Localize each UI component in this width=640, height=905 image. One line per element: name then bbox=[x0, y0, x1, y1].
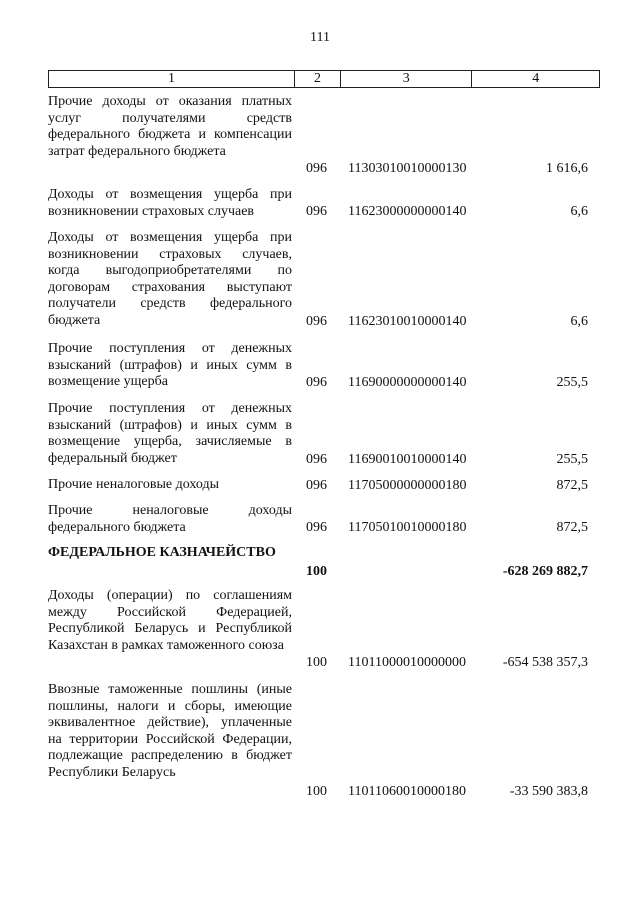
table-row bbox=[48, 94, 600, 177]
table-row bbox=[48, 341, 600, 391]
header-col-3: 3 bbox=[340, 71, 472, 87]
row-name: Прочие поступления от денежных взысканий (штрафов) и иных сумм в возмещение ущерба, зачисляемые в федеральный бюджет bbox=[48, 401, 292, 466]
row-admin-code: 096 bbox=[306, 477, 327, 493]
section-title: ФЕДЕРАЛЬНОЕ КАЗНАЧЕЙСТВО bbox=[48, 545, 276, 560]
row-admin-code: 096 bbox=[306, 160, 327, 176]
header-col-2: 2 bbox=[294, 71, 340, 87]
row-amount: 872,5 bbox=[556, 477, 588, 493]
row-kbk: 11705010010000180 bbox=[348, 519, 467, 535]
row-admin-code: 096 bbox=[306, 451, 327, 467]
row-name: Прочие неналоговые доходы bbox=[48, 477, 220, 492]
table-row bbox=[48, 682, 600, 800]
table-row bbox=[48, 187, 600, 220]
row-kbk: 11690010010000140 bbox=[348, 451, 467, 467]
table-row bbox=[48, 230, 600, 330]
table-row bbox=[48, 477, 600, 494]
row-admin-code: 100 bbox=[306, 783, 327, 799]
row-name: Доходы (операции) по соглашениям между Российской Федерацией, Республикой Беларусь и Республикой Казахстан в рамках таможенного союза bbox=[48, 588, 292, 653]
row-admin-code: 096 bbox=[306, 203, 327, 219]
page-number: 111 bbox=[310, 30, 330, 45]
row-name: Ввозные таможенные пошлины (иные пошлины, налоги и сборы, имеющие эквивалентное действие), уплаченные на территории Российской Федерации, подлежащие распределению в бюджет Республики Беларусь bbox=[48, 682, 292, 780]
row-kbk: 11303010010000130 bbox=[348, 160, 467, 176]
table-row bbox=[48, 401, 600, 468]
row-kbk: 11623000000000140 bbox=[348, 203, 467, 219]
row-name: Доходы от возмещения ущерба при возникновении страховых случаев, когда выгодоприобретателями по договорам страхования выступают получатели средств федерального бюджета bbox=[48, 230, 292, 328]
row-admin-code: 100 bbox=[306, 563, 327, 579]
row-amount: 6,6 bbox=[570, 203, 588, 219]
row-amount: 255,5 bbox=[556, 374, 588, 390]
row-amount: 255,5 bbox=[556, 451, 588, 467]
row-name: Доходы от возмещения ущерба при возникновении страховых случаев bbox=[48, 187, 292, 219]
row-admin-code: 100 bbox=[306, 654, 327, 670]
row-name: Прочие неналоговые доходы федерального бюджета bbox=[48, 503, 292, 535]
table-row bbox=[48, 503, 600, 536]
row-kbk: 11690000000000140 bbox=[348, 374, 467, 390]
header-col-1: 1 bbox=[168, 71, 176, 86]
section-row-federal-treasury bbox=[48, 544, 600, 580]
row-amount: 872,5 bbox=[556, 519, 588, 535]
header-col-4: 4 bbox=[471, 71, 599, 87]
row-admin-code: 096 bbox=[306, 374, 327, 390]
row-kbk: 11705000000000180 bbox=[348, 477, 467, 493]
row-name: Прочие доходы от оказания платных услуг получателями средств федерального бюджета и компенсации затрат федерального бюджета bbox=[48, 94, 292, 159]
table-header bbox=[48, 70, 600, 88]
row-amount: 6,6 bbox=[570, 313, 588, 329]
table-row bbox=[48, 588, 600, 671]
row-amount: 1 616,6 bbox=[546, 160, 588, 176]
row-admin-code: 096 bbox=[306, 519, 327, 535]
row-kbk: 11623010010000140 bbox=[348, 313, 467, 329]
row-kbk: 11011060010000180 bbox=[348, 783, 466, 799]
row-admin-code: 096 bbox=[306, 313, 327, 329]
row-amount: -33 590 383,8 bbox=[509, 783, 588, 799]
row-name: Прочие поступления от денежных взысканий (штрафов) и иных сумм в возмещение ущерба bbox=[48, 341, 292, 389]
row-amount: -654 538 357,3 bbox=[502, 654, 588, 670]
row-kbk: 11011000010000000 bbox=[348, 654, 466, 670]
row-amount: -628 269 882,7 bbox=[502, 563, 588, 579]
